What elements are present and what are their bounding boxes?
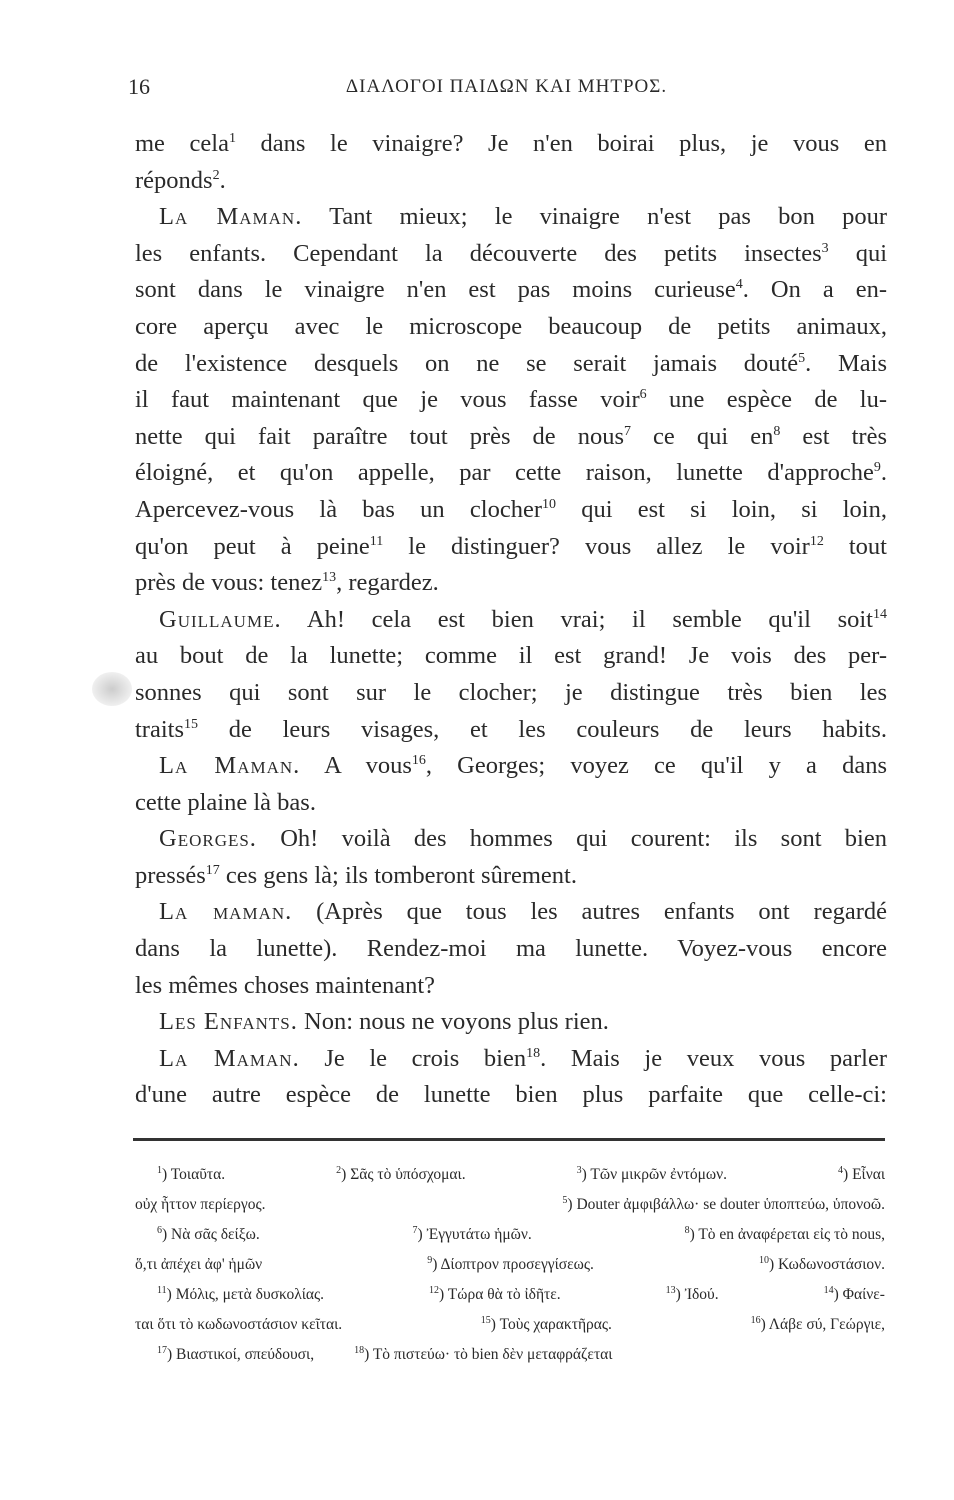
footnote [135,1250,262,1280]
text-line [135,748,887,785]
text-line [135,199,887,236]
footnote-text: Φαίνε- [842,1286,885,1303]
speaker-name: Les Enfants. [159,1008,298,1036]
text-line [135,968,887,1005]
footnote: $^{17}$) Βιαστικοί, σπεύδουσι, [157,1344,315,1363]
footnote-number: 2 [336,1164,342,1176]
text-run: qu'on peut à peine [135,532,370,560]
footnote-marker: 13 [322,569,337,585]
footnote: $^{15}$) Τοὺς χαρακτῆρας. [480,1314,612,1333]
footnote: $^7$) Ἐγγυτάτω ἡμῶν. [412,1224,532,1243]
text-run: A vous [300,752,412,780]
text-run: . [880,459,887,487]
text-run: . Mais [805,349,888,377]
footnote-number: 5 [562,1194,568,1206]
text-run: Tant mieux; le vinaigre n'est pas bon pour [302,203,887,231]
footnote-marker: 14 [873,606,887,622]
text-line [135,346,887,383]
footnote-marker: 15 [184,716,198,732]
speaker-name: La maman. [159,898,293,926]
footnote-text: Σᾶς τὸ ὑπόσχομαι. [350,1166,466,1183]
text-run: core aperçu avec le microscope beaucoup de petits animaux, [135,312,887,340]
text-run: le distinguer? vous allez le voir [383,532,810,560]
footnote: $^{10}$) Κωδωνοστάσιον. [759,1254,885,1273]
text-run: d'une autre espèce de lunette bien plus parfaite que celle-ci: [135,1081,887,1109]
footnote-text: ται ὅτι τὸ κωδωνοστάσιον κεῖται. [135,1316,343,1333]
footnote-line [135,1280,885,1310]
text-run: qui est si loin, si loin, [555,495,887,523]
footnote: $^5$) Douter ἀμφιβάλλω· se douter ὑποπτεύω, ὑπονοῶ. [562,1194,885,1213]
footnote: $^2$) Σᾶς τὸ ὑπόσχομαι. [336,1164,466,1183]
text-line [135,602,887,639]
footnote: $^{13}$) Ἰδού. [665,1284,719,1303]
footnote-number: 8 [684,1224,690,1236]
text-run: dans la lunette). Rendez-moi ma lunette. Voyez-vous encore [135,935,887,963]
text-run: sonnes qui sont sur le clocher; je distingue très bien les [135,678,887,706]
footnote-number: 10 [759,1254,769,1266]
text-run: ce qui en [631,422,774,450]
footnote-line [135,1160,885,1190]
footnotes [135,1160,885,1370]
footnote-marker: 3 [821,240,829,256]
text-line [135,126,887,163]
footnote-text: ὅ,τι ἀπέχει ἀφ' ἡμῶν [135,1256,263,1273]
text-run: de l'existence desquels on ne se serait jamais douté [135,349,799,377]
text-run: nette qui fait paraître tout près de nous [135,422,625,450]
text-line [135,821,887,858]
text-run: . On a en- [742,276,887,304]
footnote-marker: 12 [809,533,824,549]
text-run: (Après que tous les autres enfants ont regardé [292,898,887,926]
footnote: $^3$) Τῶν μικρῶν ἐντόμων. [576,1164,727,1183]
text-line [135,382,887,419]
footnote: $^1$) Τοιαῦτα. [157,1164,226,1183]
text-run: traits [135,715,184,743]
footnote-number: 4 [838,1164,844,1176]
text-run: dans le vinaigre? Je n'en boirai plus, je vous en [235,130,887,157]
text-run: près de vous: tenez [135,569,323,597]
footnote-marker: 9 [873,460,881,476]
footnote: $^4$) Εἶναι [838,1164,885,1183]
text-line [135,1004,887,1041]
text-run: il faut maintenant que je vous fasse voir [135,386,640,414]
footnote-marker: 10 [541,496,556,512]
footnote-number: 17 [157,1344,167,1356]
footnote-line [135,1250,885,1280]
text-line [135,638,887,675]
main-text [135,126,887,1114]
footnote-number: 16 [750,1314,761,1326]
footnote-text: Ἰδού. [684,1286,719,1303]
footnote-marker: 4 [735,277,743,293]
footnote-text: Τὸ en ἀναφέρεται εἰς τὸ nous, [698,1226,885,1243]
text-line [135,419,887,456]
footnote-number: 15 [480,1314,491,1326]
running-title: ΔΙΑΛΟΓΟΙ ΠΑΙΔΩΝ ΚΑΙ ΜΗΤΡΟΣ. [345,76,668,97]
text-run: tout [823,532,887,560]
text-run: Oh! voilà des hommes qui courent: ils sont bien [256,825,887,853]
footnote-line [135,1310,885,1340]
text-run: . [219,166,226,194]
text-run: éloigné, et qu'on appelle, par cette raison, lunette d'approche [135,459,874,487]
text-line [135,712,887,749]
text-run: de leurs visages, et les couleurs de leurs habits. [198,715,887,743]
text-line [135,455,887,492]
footnote-text: Τώρα θὰ τὸ ἰδῆτε. [447,1286,561,1303]
footnote: $^{18}$) Τὸ πιστεύω· τὸ bien δὲν μεταφράζεται [354,1344,613,1363]
footnote-marker: 8 [773,423,781,439]
text-line [135,163,887,200]
footnote-text: Μόλις, μετὰ δυσκολίας. [175,1286,325,1303]
text-run: une espèce de lu- [646,386,887,414]
footnote-marker: 16 [411,752,426,768]
text-run: qui [828,239,887,267]
running-header [128,74,885,104]
footnote-number: 7 [412,1224,418,1236]
footnote-text: Νὰ σᾶς δείξω. [171,1226,260,1243]
footnote-rule [133,1138,885,1141]
text-run: , regardez. [336,569,439,597]
speaker-name: La Maman. [159,752,301,780]
text-run: , Georges; voyez ce qu'il y a dans [425,752,887,780]
text-line [135,529,887,566]
footnote [135,1310,342,1340]
footnote-number: 13 [665,1284,676,1296]
text-run: au bout de la lunette; comme il est grand! Je vois des per- [135,642,887,670]
text-line [135,236,887,273]
footnote: $^{16}$) Λάβε σύ, Γεώργιε, [750,1314,885,1333]
footnote-marker: 17 [205,862,220,878]
footnote-text: Δίοπτρον προσεγγίσεως. [440,1256,594,1273]
footnote-text: Τῶν μικρῶν ἐντόμων. [590,1166,727,1183]
text-run: réponds [135,166,213,194]
text-line [135,272,887,309]
footnote-text: Βιαστικοί, σπεύδουσι, [176,1346,315,1363]
footnote-marker: 18 [526,1045,541,1061]
text-run: Ah! cela est bien vrai; il semble qu'il soit [281,605,873,633]
footnote-marker: 5 [798,350,806,366]
text-line [135,309,887,346]
footnote-line [135,1340,885,1370]
text-line [135,1077,887,1114]
text-line [135,894,887,931]
footnote-text: οὐχ ἧττον περίεργος. [135,1196,266,1213]
footnote-text: Τοὺς χαρακτῆρας. [499,1316,612,1333]
text-run: pressés [135,861,206,889]
footnote-number: 11 [157,1284,167,1296]
footnote-number: 18 [354,1344,365,1356]
text-line [135,931,887,968]
footnote-number: 9 [427,1254,433,1266]
text-line [135,675,887,712]
footnote: $^8$) Τὸ en ἀναφέρεται εἰς τὸ nous, [684,1224,885,1243]
text-run: Je le crois bien [299,1044,527,1072]
footnote-line [135,1220,885,1250]
speaker-name: La Maman. [159,1044,300,1072]
text-run: Non: nous ne voyons plus rien. [297,1008,609,1036]
text-line [135,785,887,822]
footnote-number: 12 [429,1284,440,1296]
text-line [135,858,887,895]
text-run: est très [780,422,888,450]
footnote-number: 3 [576,1164,582,1176]
footnote: $^{12}$) Τώρα θὰ τὸ ἰδῆτε. [429,1284,561,1303]
footnote: $^6$) Νὰ σᾶς δείξω. [157,1224,260,1243]
footnote-number: 6 [157,1224,162,1236]
footnote-marker: 2 [212,167,220,183]
footnote-number: 14 [823,1284,834,1296]
footnote-line [135,1190,885,1220]
text-line [135,1041,887,1078]
text-line [135,492,887,529]
footnote-text: Εἶναι [852,1166,885,1183]
text-run: . Mais je veux vous parler [540,1044,887,1072]
footnote-marker: 1 [228,130,236,146]
text-run: cette plaine là bas. [135,788,316,816]
text-run: les enfants. Cependant la découverte des petits insectes [135,239,822,267]
scan-smudge [92,672,132,706]
footnote: $^9$) Δίοπτρον προσεγγίσεως. [427,1254,594,1273]
text-run: les mêmes choses maintenant? [135,971,436,999]
footnote-text: Douter ἀμφιβάλλω· se douter ὑποπτεύω, ὑπονοῶ. [576,1196,885,1213]
footnote-text: Λάβε σύ, Γεώργιε, [768,1316,885,1333]
footnote: $^{11}$) Μόλις, μετὰ δυσκολίας. [157,1284,325,1303]
text-run: sont dans le vinaigre n'en est pas moins curieuse [135,276,736,304]
speaker-name: La Maman. [159,203,303,231]
footnote-text: Τοιαῦτα. [170,1166,226,1183]
speaker-name: Guillaume. [159,605,282,633]
text-line [135,565,887,602]
speaker-name: Georges. [159,825,257,853]
footnote-text: Τὸ πιστεύω· τὸ bien δὲν μεταφράζεται [372,1346,613,1363]
footnote [135,1190,265,1220]
footnote-marker: 11 [369,533,384,549]
footnote: $^{14}$) Φαίνε- [823,1284,885,1303]
footnote-marker: 6 [639,387,647,402]
text-run: me cela [135,130,229,157]
footnote-number: 1 [157,1164,162,1176]
text-run: ces gens là; ils tomberont sûrement. [219,861,577,889]
footnote-text: Ἐγγυτάτω ἡμῶν. [426,1226,532,1243]
footnote-text: Κωδωνοστάσιον. [778,1256,885,1273]
page-number: 16 [128,74,150,99]
footnote-marker: 7 [624,423,632,439]
text-run: Apercevez-vous là bas un clocher [135,495,542,523]
